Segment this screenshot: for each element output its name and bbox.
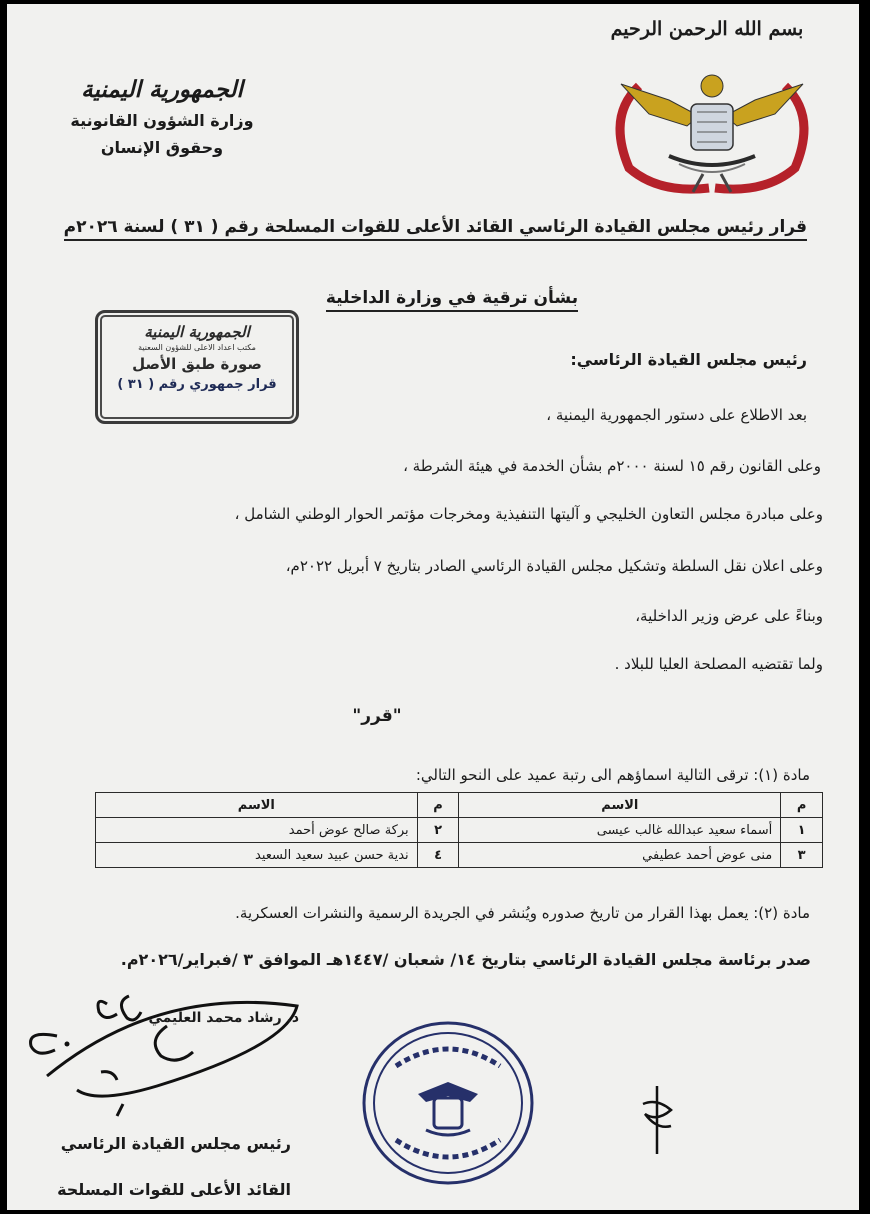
issue-date-line: صدر برئاسة مجلس القيادة الرئاسي بتاريخ ١٤/ شعبان /١٤٤٧هـ الموافق ٣ /فبراير/٢٠٢٦م.: [120, 950, 811, 969]
certified-copy-stamp: [95, 310, 299, 424]
decree-word: "قرر": [352, 706, 402, 726]
signer-name: د. رشاد محمد العليمي: [148, 1010, 299, 1026]
promotion-table: [95, 792, 823, 868]
stamp-ref: قرار جمهوري رقم ( ٣١ ): [117, 377, 277, 392]
ministry-header: [37, 76, 287, 157]
col-header-num: م: [781, 793, 823, 818]
presidential-council-seal-icon: [360, 1018, 536, 1188]
row-num: ٢: [417, 818, 459, 843]
col-header-name: الاسم: [459, 793, 781, 818]
stamp-copy: صورة طبق الأصل: [132, 355, 262, 373]
article-2: مادة (٢): يعمل بهذا القرار من تاريخ صدوره ويُنشر في الجريدة الرسمية والنشرات العسكرية.: [235, 904, 810, 922]
basmala: بسم الله الرحمن الرحيم: [610, 18, 804, 40]
table-row: [96, 818, 823, 843]
row-num: ٤: [417, 843, 459, 868]
ministry-name: وزارة الشؤون القانونية: [70, 111, 254, 130]
preamble-line: ولما تقتضيه المصلحة العليا للبلاد .: [614, 655, 823, 673]
row-name: ندية حسن عبيد سعيد السعيد: [96, 843, 418, 868]
republic-name: الجمهورية اليمنية: [81, 76, 243, 103]
yemen-eagle-emblem-icon: [599, 56, 825, 196]
decree-title: قرار رئيس مجلس القيادة الرئاسي القائد الأعلى للقوات المسلحة رقم ( ٣١ ) لسنة ٢٠٢٦م: [117, 217, 807, 237]
ministry-subname: وحقوق الإنسان: [100, 138, 224, 157]
preamble-line: بعد الاطلاع على دستور الجمهورية اليمنية ،: [546, 406, 807, 424]
col-header-num: م: [417, 793, 459, 818]
preamble-line: وعلى القانون رقم ١٥ لسنة ٢٠٠٠م بشأن الخدمة في هيئة الشرطة ،: [403, 457, 821, 475]
col-header-name: الاسم: [96, 793, 418, 818]
handwritten-signature: [17, 966, 317, 1136]
decree-subject: بشأن ترقية في وزارة الداخلية: [287, 288, 617, 308]
addressee: رئيس مجلس القيادة الرئاسي:: [570, 350, 807, 369]
stamp-republic: الجمهورية اليمنية: [144, 323, 250, 341]
preamble-line: وبناءً على عرض وزير الداخلية،: [635, 607, 823, 625]
signer-title-2: القائد الأعلى للقوات المسلحة: [57, 1180, 291, 1199]
stamp-office: مكتب اعداد الاعلى للشؤون السعنية: [138, 343, 256, 352]
article-1: مادة (١): ترقى التالية اسماؤهم الى رتبة عميد على النحو التالي:: [415, 766, 810, 784]
row-name: أسماء سعيد عبدالله غالب عيسى: [459, 818, 781, 843]
table-header-row: [96, 793, 823, 818]
initials-mark: [627, 1080, 687, 1160]
row-num: ١: [781, 818, 823, 843]
table-row: [96, 843, 823, 868]
signer-title: رئيس مجلس القيادة الرئاسي: [60, 1134, 291, 1153]
preamble-line: وعلى مبادرة مجلس التعاون الخليجي و آليتها التنفيذية ومخرجات مؤتمر الحوار الوطني الشامل ،: [234, 505, 823, 523]
row-name: بركة صالح عوض أحمد: [96, 818, 418, 843]
decree-document: [7, 4, 859, 1210]
row-name: منى عوض أحمد عطيفي: [459, 843, 781, 868]
preamble-line: وعلى اعلان نقل السلطة وتشكيل مجلس القيادة الرئاسي الصادر بتاريخ ٧ أبريل ٢٠٢٢م،: [285, 557, 823, 575]
row-num: ٣: [781, 843, 823, 868]
